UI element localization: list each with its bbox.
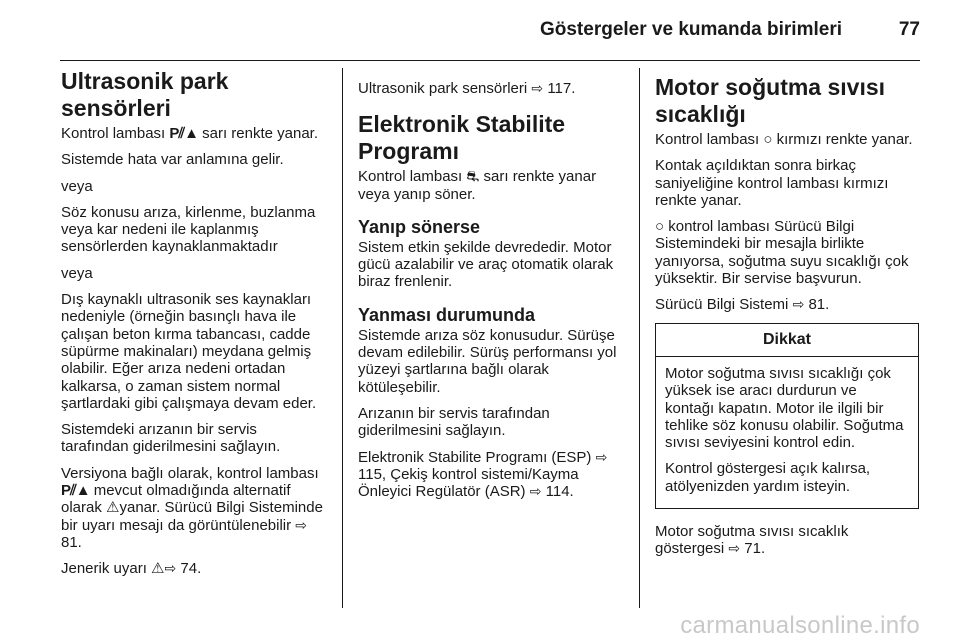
warning-icon: ⚠ [106,499,120,517]
text: Motor soğutma sıvısı sıcaklık göstergesi [655,523,849,558]
paragraph [655,296,919,313]
paragraph: Sistem etkin şekilde devrededir. Motor gücü azalabilir ve araç otomatik olarak biraz frenlenir. [358,238,614,291]
esp-icon: ⛐ [466,168,480,186]
text: Jenerik uyarı [61,560,147,578]
caution-title: Dikkat [656,324,918,357]
text: kırmızı renkte yanar. [776,131,913,148]
column-1 [61,68,325,587]
coolant-temp-icon: ○ [763,131,773,148]
text: Ultrasonik park sensörleri [358,80,528,97]
page-number: 77 [898,19,920,40]
text: 115, Çekiş kontrol sistemi/Kayma Önleyici Regülatör (ASR) [358,465,579,501]
paragraph: Dış kaynaklı ultrasonik ses kaynakları nedeniyle (örneğin basınçlı hava ile çalışan beton kırma tabancası, cadde süpürme makinaları) meydana gelmiş olabilir. Eğer arıza nedeni ortadan kalkarsa, o zaman sistem normal şartlardaki gibi çalışmaya devam eder. [61,291,317,412]
paragraph: Arızanın bir servis tarafından giderilmesini sağlayın. [358,404,550,440]
park-sensor-icon: P⫽▲ [61,482,90,500]
header-title: Göstergeler ve kumanda birimleri [539,19,842,40]
text: Kontrol lambası [61,125,166,142]
paragraph [655,218,919,287]
caution-body [656,357,918,508]
cross-reference-icon: ⇨ [595,448,608,465]
page-reference[interactable]: 81. [61,533,82,551]
page-reference[interactable]: 114. [545,483,574,501]
park-sensor-icon: P⫽▲ [169,125,198,142]
paragraph [358,168,624,203]
section-heading-coolant-temp: Motor soğutma sıvısı sıcaklığı [655,74,886,127]
text: yanar. Sürücü Bilgi Sisteminde bir uyarı mesajı da görüntülenebilir [61,499,323,534]
paragraph: Sistemde hata var anlamına gelir. [61,151,284,169]
subheading-blinking: Yanıp sönerse [358,216,481,237]
paragraph: Sistemdeki arızanın bir servis tarafından giderilmesini sağlayın. [61,421,281,456]
text: mevcut olmadığında alternatif olarak [61,482,291,517]
text: sarı renkte yanar. [202,125,319,142]
cross-reference-icon: ⇨ [529,483,542,500]
warning-icon: ⚠ [151,560,165,578]
watermark: carmanualsonline.info [680,612,920,639]
text: Sürücü Bilgi Sistemi [655,296,789,314]
text: kontrol lambası Sürücü Bilgi Sistemindeki bir mesajla birlikte yanıyorsa, soğutma suyu sıcaklığı çok yüksektir. Bir servise başvurun. [655,218,909,288]
paragraph: veya [61,177,93,195]
paragraph: veya [61,264,93,282]
subheading-illuminated: Yanması durumunda [358,304,536,325]
cross-reference-icon: ⇨ [164,560,177,577]
header-divider [60,60,920,61]
paragraph: Söz konusu arıza, kirlenme, buzlanma veya kar nedeni ile kaplanmış sensörlerden kaynaklanmaktadır [61,203,316,256]
caution-box [655,323,919,509]
text: Elektronik Stabilite Programı (ESP) [358,448,592,466]
page-header [0,0,960,60]
section-heading-esp: Elektronik Stabilite Programı [358,111,566,165]
paragraph [61,465,325,551]
paragraph [61,125,325,142]
text: Kontrol lambası [655,131,760,148]
paragraph: Kontak açıldıktan sonra birkaç saniyeliğine kontrol lambası kırmızı renkte yanar. [655,157,889,209]
column-divider-1 [342,68,343,608]
paragraph [358,80,624,97]
section-heading-park-sensors: Ultrasonik park sensörleri [61,68,229,121]
coolant-temp-icon: ○ [655,218,665,236]
cross-reference-icon: ⇨ [295,516,308,533]
paragraph: Sistemde arıza söz konusudur. Sürüşe devam edilebilir. Sürüş performansı yol yüzeyi şartlarına bağlı olarak kötüleşebilir. [358,326,617,396]
paragraph: Motor soğutma sıvısı sıcaklığı çok yüksek ise aracı durdurun ve kontağı kapatın. Motor ile ilgili bir tehlike söz konusu olabilir. Soğutma sıvısı seviyesini kontrol edin. [665,364,904,452]
column-2 [358,80,624,509]
paragraph: Kontrol göstergesi açık kalırsa, atölyenizden yardım isteyin. [665,460,871,495]
cross-reference-icon: ⇨ [728,540,741,557]
paragraph [655,131,919,148]
column-divider-2 [639,68,640,608]
text: sarı renkte yanar veya yanıp söner. [358,168,597,203]
paragraph [61,560,325,577]
paragraph [655,523,919,558]
cross-reference-icon: ⇨ [531,80,544,96]
page-reference[interactable]: 81. [808,296,830,314]
column-3 [655,74,919,567]
paragraph [358,449,624,501]
text: Kontrol lambası [358,168,463,186]
page-reference[interactable]: 71. [744,540,766,558]
page-reference[interactable]: 117. [547,80,576,97]
cross-reference-icon: ⇨ [792,296,805,313]
page-reference[interactable]: 74. [180,560,202,578]
text: Versiyona bağlı olarak, kontrol lambası [61,464,319,482]
